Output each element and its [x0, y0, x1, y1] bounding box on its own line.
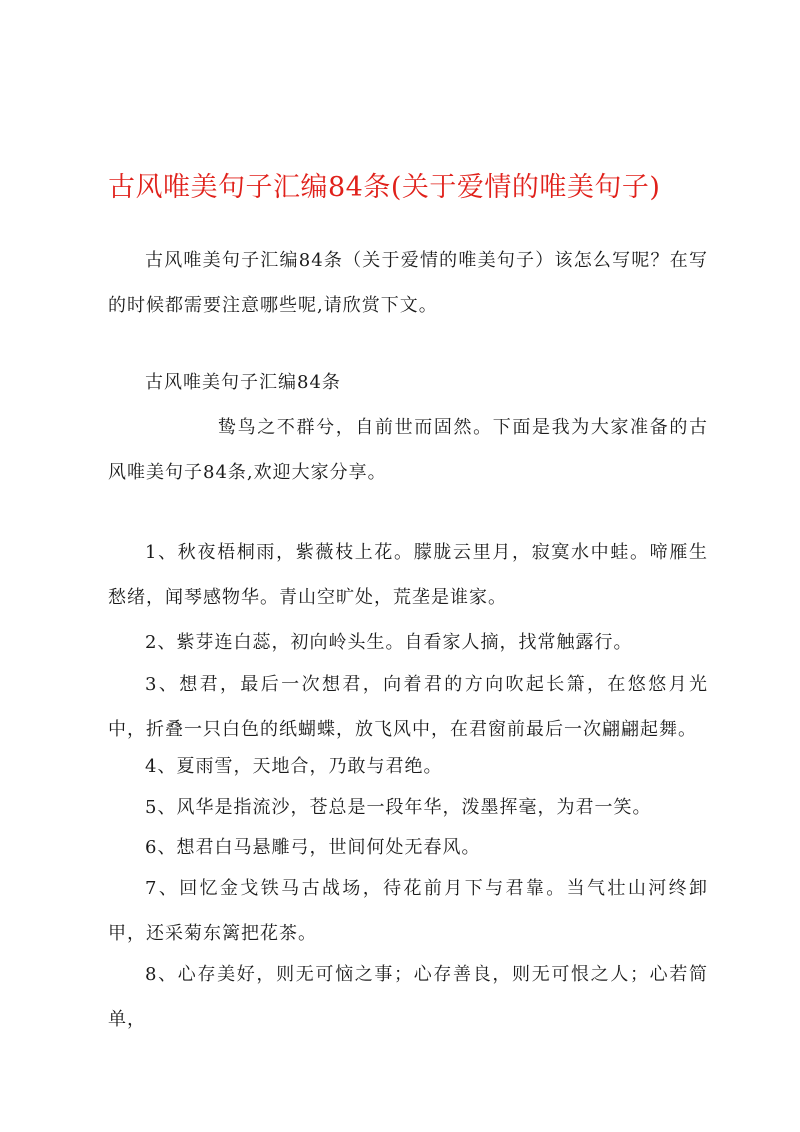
list-item-7: 7、回忆金戈铁马古战场，待花前月下与君靠。当气壮山河终卸甲，还采菊东篱把花茶。 — [108, 878, 708, 944]
list-item-2: 2、紫芽连白蕊，初向岭头生。自看家人摘，找常触露行。 — [145, 632, 633, 653]
subheading: 古风唯美句子汇编84条 — [145, 372, 341, 393]
intro-paragraph: 古风唯美句子汇编84条（关于爱情的唯美句子）该怎么写呢？在写的时候都需要注意哪些呢,请欣赏下文。 — [108, 250, 708, 316]
list-item-4: 4、夏雨雪，天地合，乃敢与君绝。 — [145, 756, 443, 777]
list-item-6: 6、想君白马悬雕弓，世间何处无春风。 — [145, 837, 481, 858]
list-item-1: 1、秋夜梧桐雨，紫薇枝上花。朦胧云里月，寂寞水中蛙。啼雁生愁绪，闻琴感物华。青山空旷处，荒垄是谁家。 — [108, 542, 708, 608]
list-item-5: 5、风华是指流沙，苍总是一段年华，泼墨挥毫，为君一笑。 — [145, 797, 652, 818]
subintro-paragraph: 鸷鸟之不群兮，自前世而固然。下面是我为大家准备的古风唯美句子84条,欢迎大家分享。 — [108, 417, 708, 483]
document-title: 古风唯美句子汇编84条(关于爱情的唯美句子) — [108, 172, 661, 203]
list-item-8: 8、心存美好，则无可恼之事；心存善良，则无可恨之人；心若简单， — [108, 964, 708, 1030]
list-item-3: 3、想君，最后一次想君，向着君的方向吹起长箫，在悠悠月光中，折叠一只白色的纸蝴蝶，放飞风中，在君窗前最后一次翩翩起舞。 — [108, 674, 708, 740]
